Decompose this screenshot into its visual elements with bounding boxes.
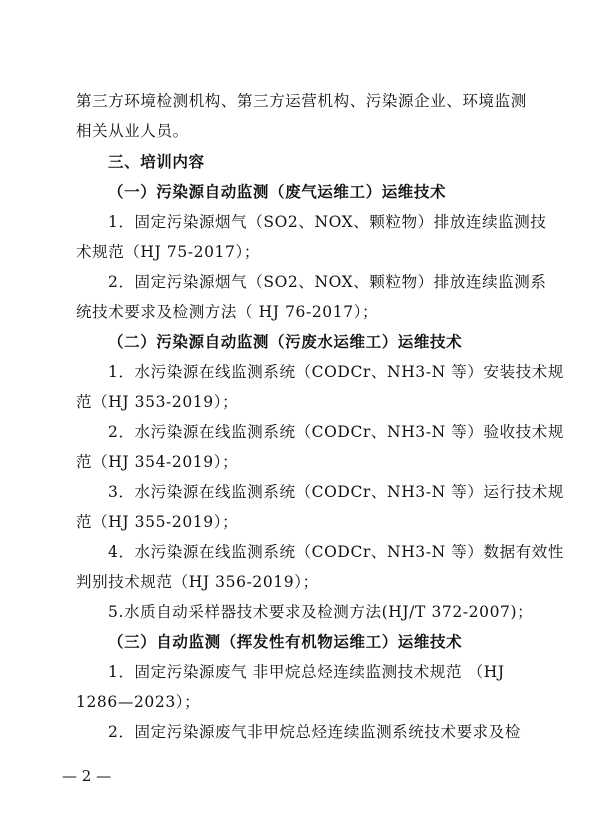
- list-item-continuation: 范（HJ 354-2019）；: [76, 453, 239, 471]
- list-item-continuation: 范（HJ 355-2019）；: [76, 513, 239, 531]
- list-item-continuation: 统技术要求及检测方法（ HJ 76-2017）；: [76, 303, 379, 321]
- list-item: 5.水质自动采样器技术要求及检测方法(HJ/T 372-2007)；: [108, 603, 534, 621]
- subsection-heading: （一）污染源自动监测（废气运维工）运维技术: [108, 182, 447, 201]
- list-item: 2．固定污染源废气非甲烷总烃连续监测系统技术要求及检: [108, 723, 521, 741]
- body-text-line: 相关从业人员。: [76, 122, 189, 140]
- body-text-line: 第三方环境检测机构、第三方运营机构、污染源企业、环境监测: [76, 92, 527, 110]
- section-heading: 三、培训内容: [108, 152, 205, 171]
- list-item-continuation: 范（HJ 353-2019）；: [76, 393, 239, 411]
- page-number: — 2 —: [62, 767, 112, 785]
- list-item-continuation: 判别技术规范（HJ 356-2019）；: [76, 573, 319, 591]
- list-item: 1．固定污染源废气 非甲烷总烃连续监测技术规范 （HJ: [108, 663, 505, 681]
- list-item: 3．水污染源在线监测系统（CODCr、NH3-N 等）运行技术规: [108, 483, 564, 501]
- list-item: 2．水污染源在线监测系统（CODCr、NH3-N 等）验收技术规: [108, 423, 564, 441]
- list-item: 1．水污染源在线监测系统（CODCr、NH3-N 等）安装技术规: [108, 363, 564, 381]
- list-item-continuation: 术规范（HJ 75-2017）；: [76, 243, 260, 261]
- list-item: 2．固定污染源烟气（SO2、NOX、颗粒物）排放连续监测系: [108, 273, 547, 291]
- subsection-heading: （三）自动监测（挥发性有机物运维工）运维技术: [108, 632, 463, 651]
- list-item: 1．固定污染源烟气（SO2、NOX、颗粒物）排放连续监测技: [108, 213, 547, 231]
- subsection-heading: （二）污染源自动监测（污废水运维工）运维技术: [108, 332, 463, 351]
- list-item-continuation: 1286—2023）；: [76, 693, 201, 711]
- list-item: 4．水污染源在线监测系统（CODCr、NH3-N 等）数据有效性: [108, 543, 564, 561]
